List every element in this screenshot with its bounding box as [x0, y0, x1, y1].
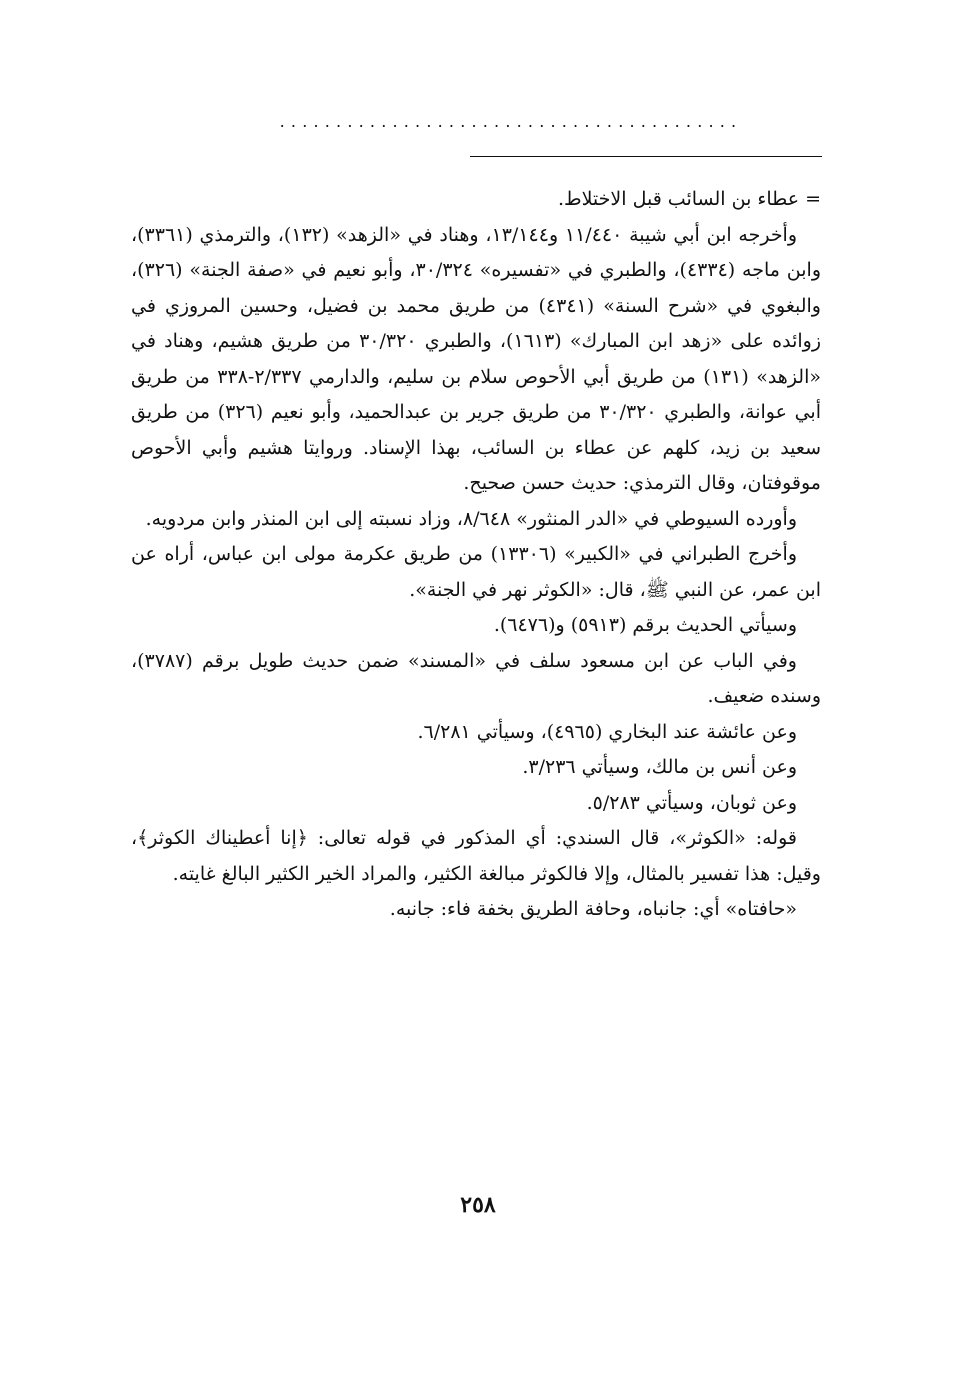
- paragraph-ibn-masud: وفي الباب عن ابن مسعود سلف في «المسند» ضمن حديث طويل برقم (٣٧٨٧)، وسنده ضعيف.: [131, 649, 821, 707]
- paragraph-kawthar-explanation: قوله: «الكوثر»، قال السندي: أي المذكور في قوله تعالى: ﴿إنا أعطيناك الكوثر﴾، وقيل: هذا تفسير بالمثال، وإلا فالكوثر مبالغة الكثير، والمراد الخير الكثير البالغ غايته.: [131, 827, 821, 885]
- paragraph-hafatah: «حافتاه» أي: جانباه، وحافة الطريق بخفة فاء: جانبه.: [389, 898, 797, 920]
- paragraph-continuation: = عطاء بن السائب قبل الاختلاط.: [557, 188, 821, 210]
- footnote-separator-rule: [470, 156, 822, 157]
- paragraph-takhrij: وأخرجه ابن أبي شيبة ١١/٤٤٠ و١٣/١٤٤، وهناد في «الزهد» (١٣٢)، والترمذي (٣٣٦١)، وابن ماجه (٤٣٣٤)، والطبري في «تفسيره» ٣٠/٣٢٤، وأبو نعيم في «صفة الجنة» (٣٢٦)، والبغوي في «شرح السنة» (٤٣٤١) من طريق محمد بن فضيل، وحسين المروزي في زوائده على «زهد ابن المبارك» (١٦١٣)، والطبري ٣٠/٣٢٠ من طريق هشيم، وهناد في «الزهد» (١٣١) من طريق أبي الأحوص سلام بن سليم، والدارمي ٢/٣٣٧-٣٣٨ من طريق أبي عوانة، والطبري ٣٠/٣٢٠ من طريق جرير بن عبدالحميد، وأبو نعيم (٣٢٦) من طريق سعيد بن زيد، كلهم عن عطاء بن السائب، بهذا الإسناد. وروايتا هشيم وأبي الأحوص موقوفتان، وقال الترمذي: حديث حسن صحيح.: [131, 223, 821, 494]
- header-dotted-line: .........................................: [279, 112, 743, 131]
- page-number: [0, 1192, 956, 1218]
- paragraph-tabarani: وأخرج الطبراني في «الكبير» (١٣٣٠٦) من طريق عكرمة مولى ابن عباس، أراه عن ابن عمر، عن النبي ﷺ، قال: «الكوثر نهر في الجنة».: [131, 543, 821, 601]
- footnote-body: [131, 182, 821, 928]
- paragraph-aisha: وعن عائشة عند البخاري (٤٩٦٥)، وسيأتي ٦/٢٨١.: [417, 720, 797, 743]
- paragraph-suyuti: وأورده السيوطي في «الدر المنثور» ٨/٦٤٨، وزاد نسبته إلى ابن المنذر وابن مردويه.: [145, 507, 797, 530]
- paragraph-anas: وعن أنس بن مالك، وسيأتي ٣/٢٣٦.: [522, 756, 797, 778]
- paragraph-cross-reference: وسيأتي الحديث برقم (٥٩١٣) و(٦٤٧٦).: [493, 614, 797, 636]
- page-number-text: ٢٥٨: [460, 1192, 496, 1218]
- paragraph-thawban: وعن ثوبان، وسيأتي ٥/٢٨٣.: [586, 791, 797, 814]
